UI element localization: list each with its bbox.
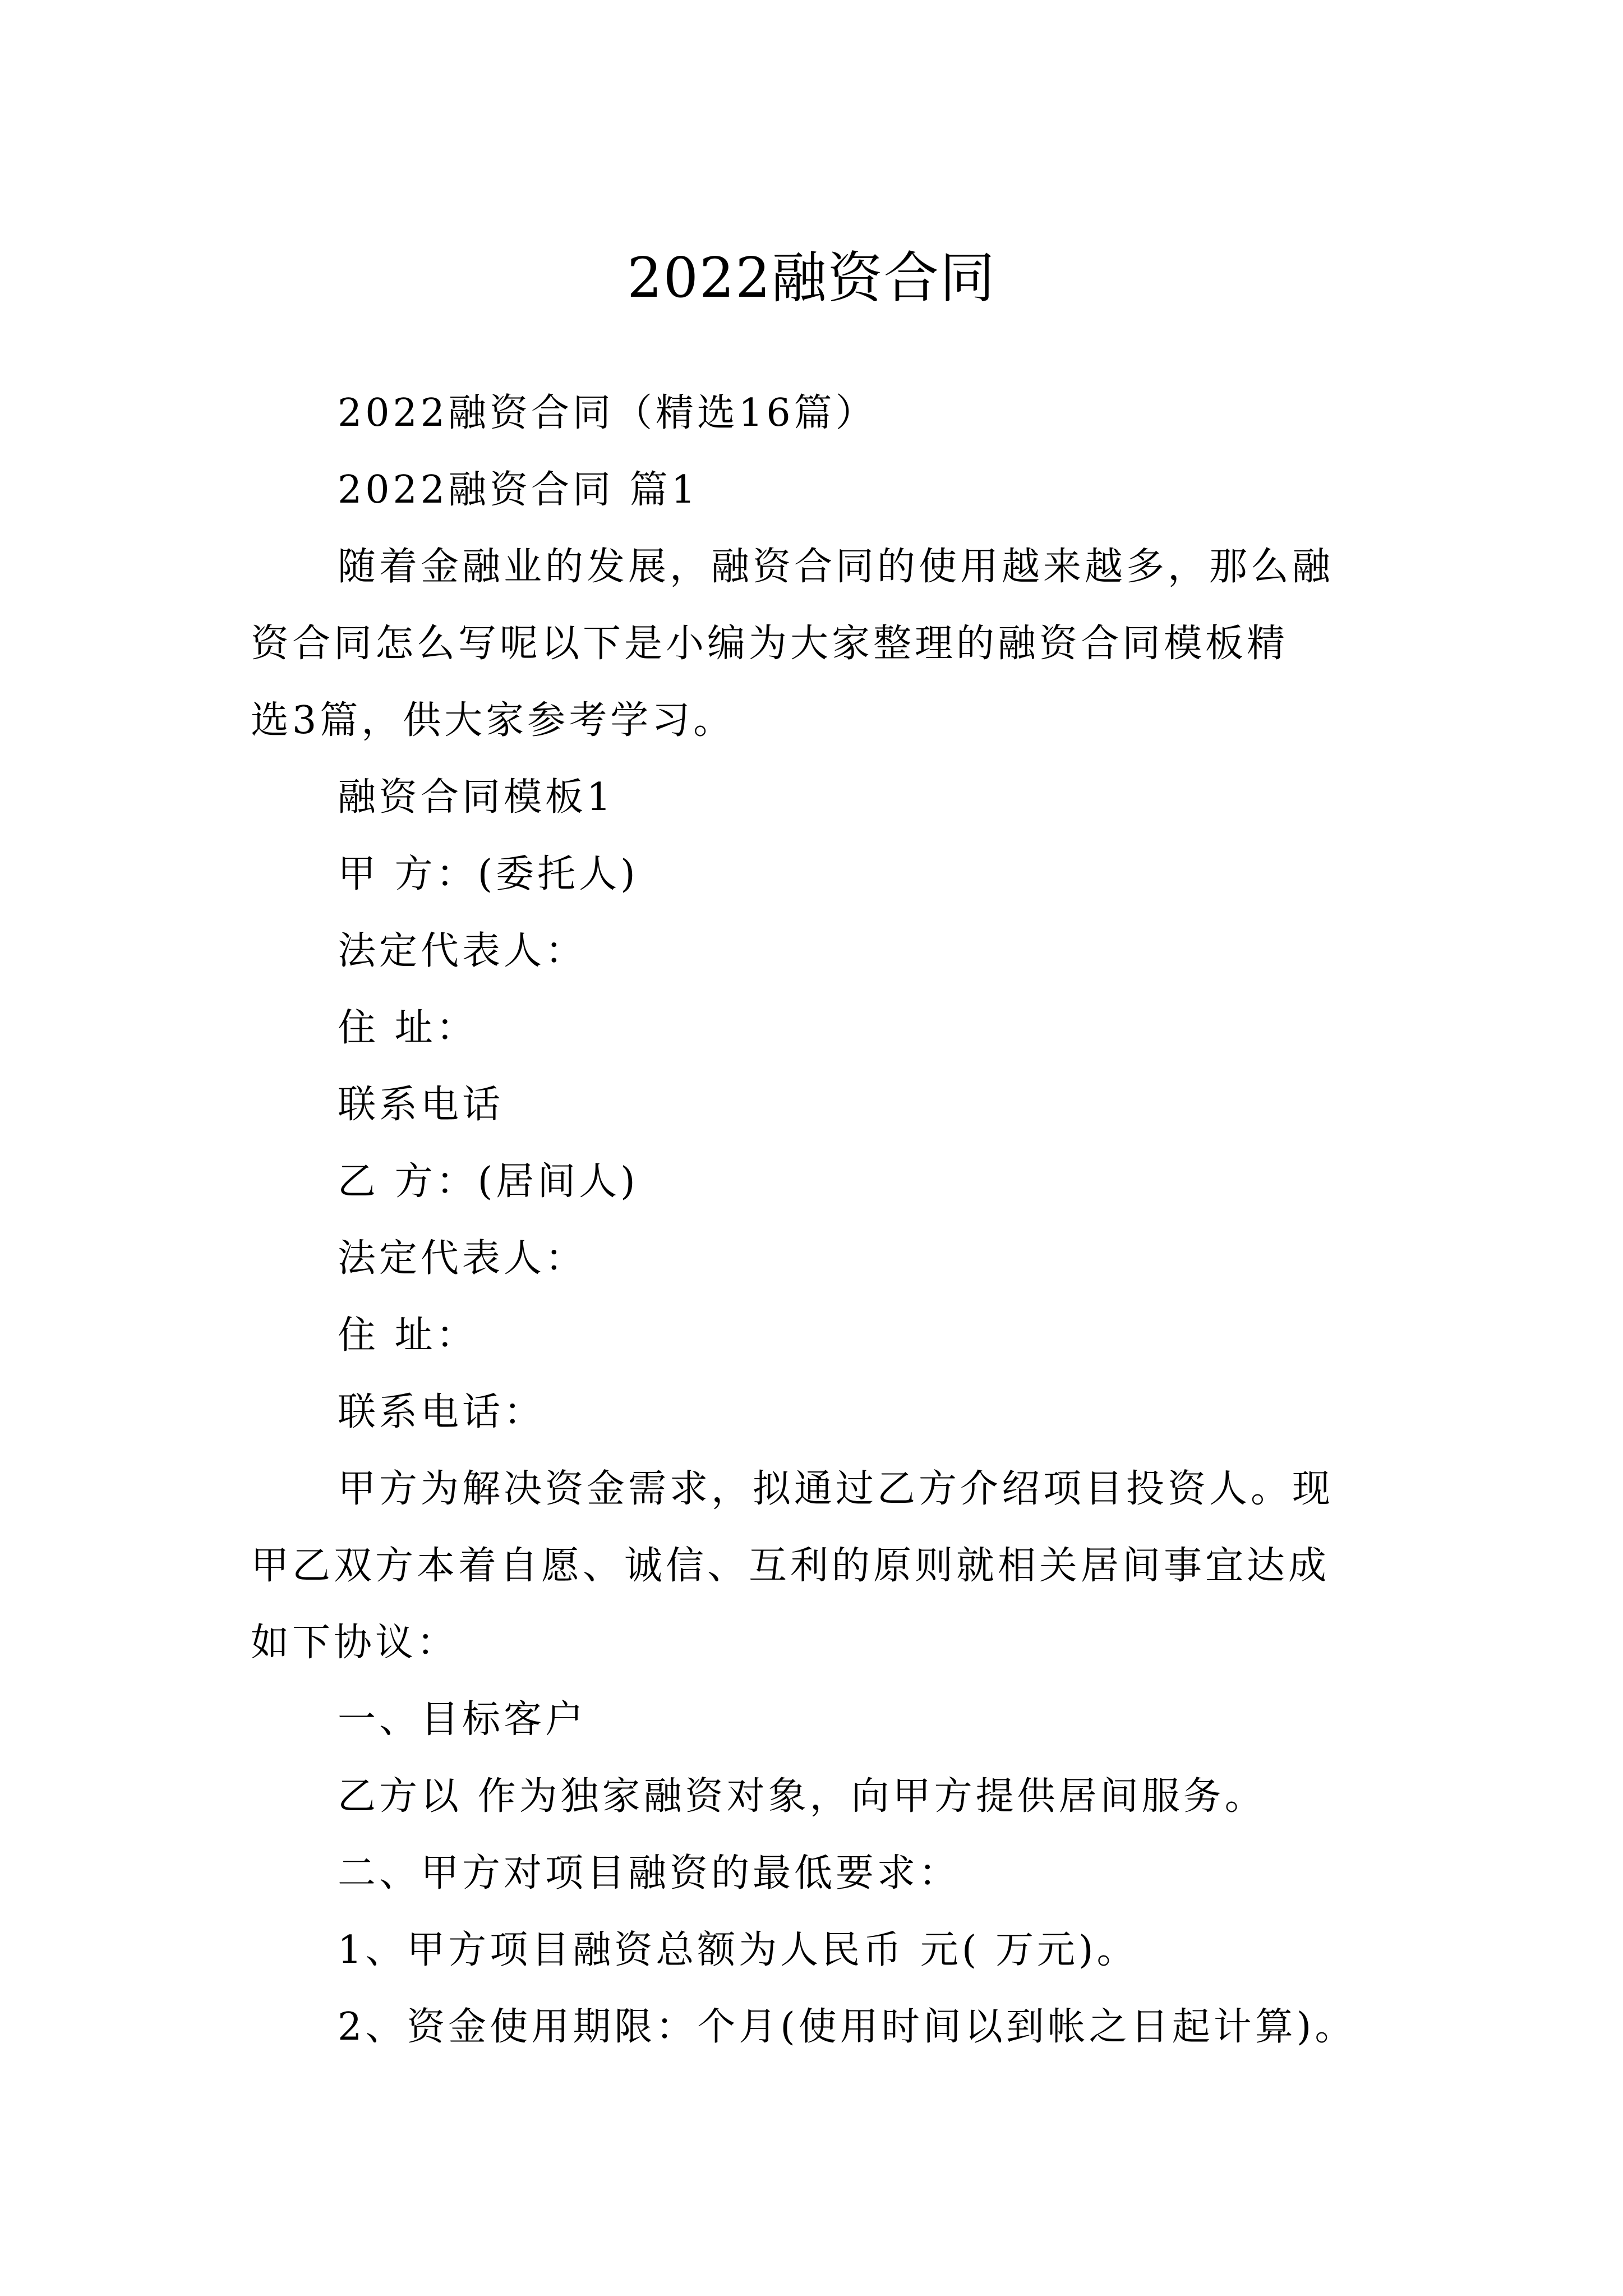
intro-line-3: 选3篇，供大家参考学习。 [251, 698, 735, 743]
section-1-text: 乙方以 作为独家融资对象，向甲方提供居间服务。 [338, 1774, 1266, 1819]
party-a-phone: 联系电话 [338, 1083, 504, 1127]
purpose-line-3: 如下协议： [251, 1621, 459, 1665]
subtitle-line: 2022融资合同（精选16篇） [338, 391, 877, 435]
section-heading: 2022融资合同 篇1 [338, 468, 699, 512]
party-b-label: 乙 方：(居间人) [338, 1159, 639, 1204]
party-b-rep: 法定代表人： [338, 1236, 587, 1281]
intro-line-1: 随着金融业的发展，融资合同的使用越来越多，那么融 [338, 545, 1334, 589]
section-2-item-1: 1、甲方项目融资总额为人民币 元( 万元)。 [338, 1928, 1138, 1972]
purpose-line-2: 甲乙双方本着自愿、诚信、互利的原则就相关居间事宜达成 [251, 1544, 1330, 1588]
party-a-label: 甲 方：(委托人) [338, 852, 639, 896]
intro-line-2: 资合同怎么写呢以下是小编为大家整理的融资合同模板精 [251, 622, 1289, 666]
party-b-phone: 联系电话： [338, 1390, 546, 1434]
party-a-address: 住 址： [338, 1006, 478, 1050]
party-b-address: 住 址： [338, 1313, 478, 1358]
document-body [251, 375, 1384, 2065]
section-2-heading: 二、甲方对项目融资的最低要求： [338, 1851, 961, 1895]
purpose-line-1: 甲方为解决资金需求，拟通过乙方介绍项目投资人。现 [338, 1467, 1334, 1511]
section-1-heading: 一、目标客户 [338, 1697, 587, 1742]
section-2-item-2: 2、资金使用期限：个月(使用时间以到帐之日起计算)。 [338, 2005, 1357, 2049]
party-a-rep: 法定代表人： [338, 929, 587, 973]
template-heading: 融资合同模板1 [338, 775, 615, 820]
document-title: 2022融资合同 [627, 246, 996, 310]
